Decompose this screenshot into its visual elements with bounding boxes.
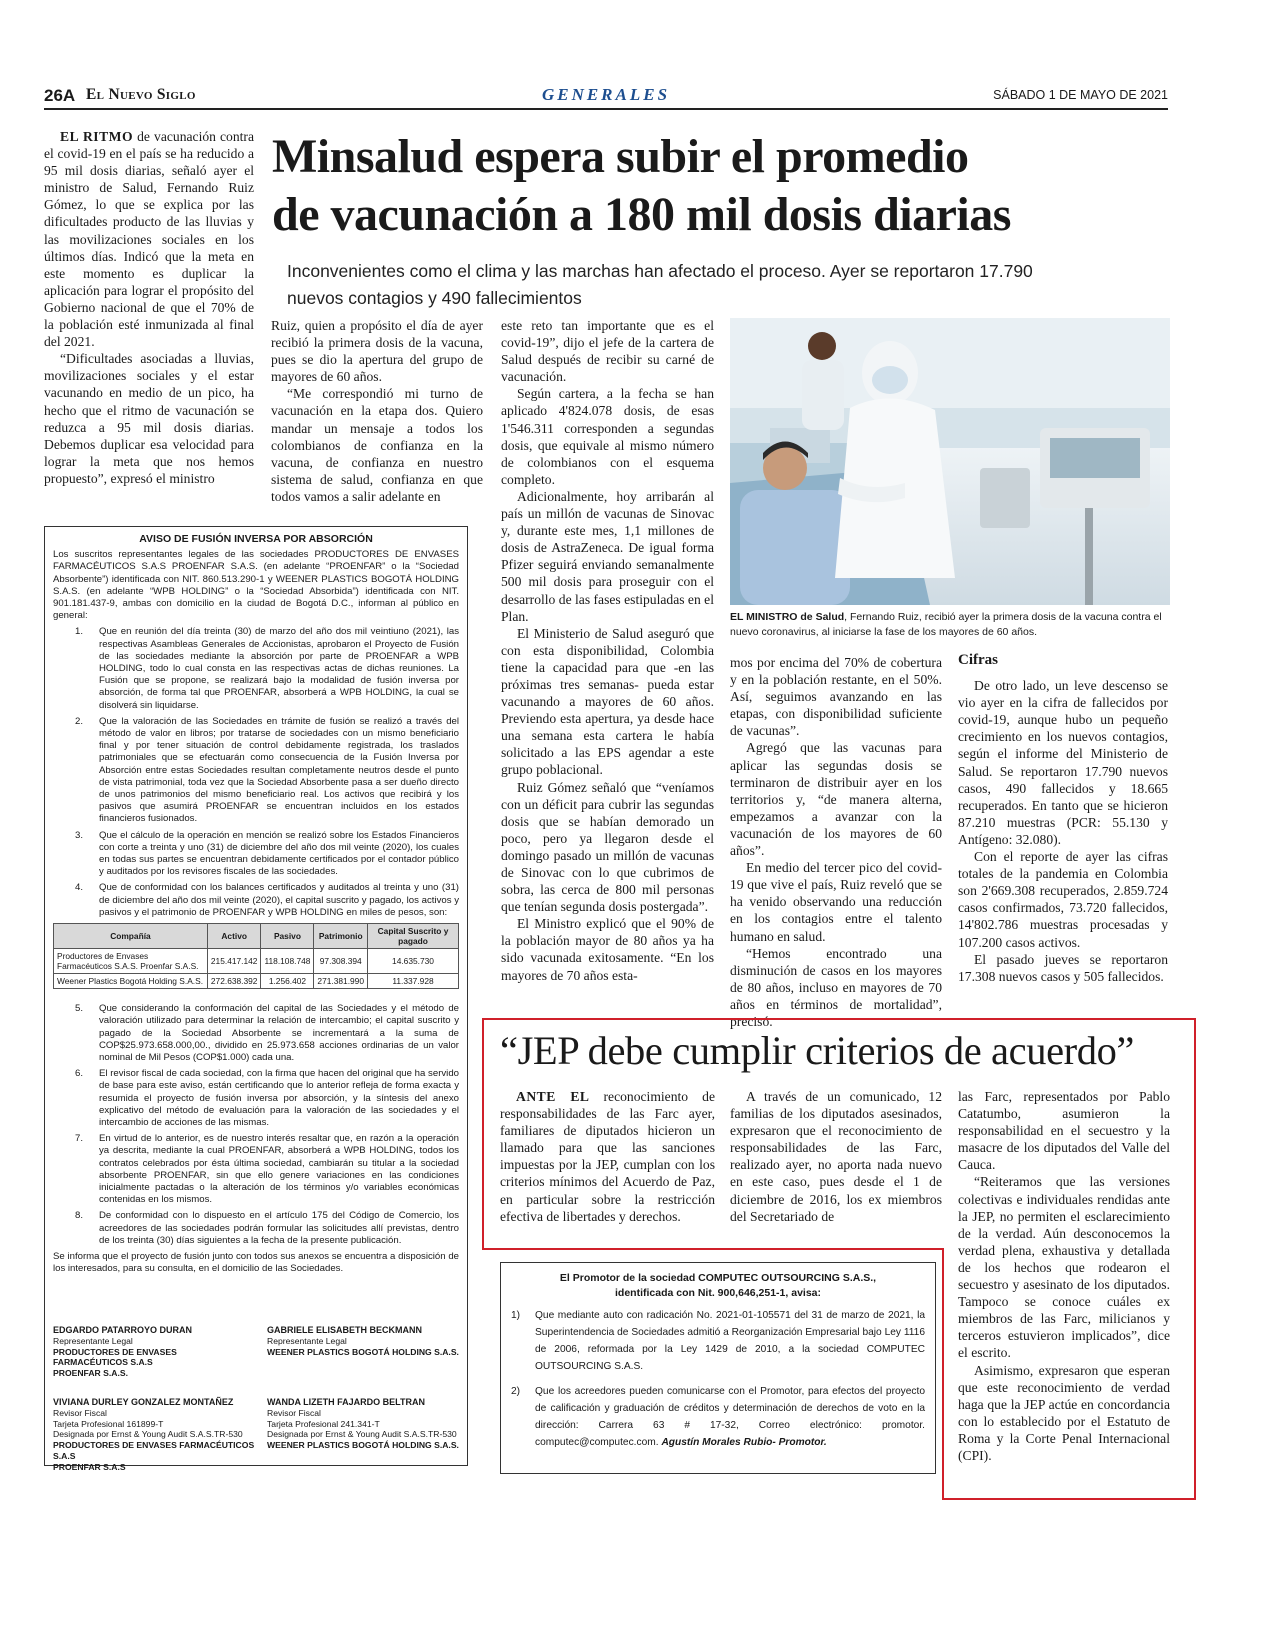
article-paragraph: En medio del tercer pico del covid-19 que vive el país, Ruiz reveló que se ha venido observando una reducción en los contagios entre el talento humano en salud. (730, 860, 942, 944)
table-row (54, 949, 459, 974)
headline-line-1: Minsalud espera subir el promedio (272, 130, 969, 183)
signature-block: GABRIELE ELISABETH BECKMANN Representante Legal WEENER PLASTICS BOGOTÁ HOLDING S.A.S. (267, 1325, 459, 1357)
subheadline-line-2: nuevos contagios y 490 fallecimientos (287, 288, 582, 308)
merger-item: 7. En virtud de lo anterior, es de nuestro interés resaltar que, en razón a la operación ya descrita, mediante la cual PROENFAR, absorberá a WPB HOLDING, todos los contratos celebrados por ésta última sociedad, cambiarán su titular a la sociedad absorbente PROENFAR, sin que ello genere variaciones en las condiciones inicialmente pactadas o la alteración de los términos y/o variables económicas contenidas en los mismos. (75, 1133, 459, 1206)
table-cell: Productores de Envases Farmacéuticos S.A.S. Proenfar S.A.S. (54, 949, 208, 974)
article-paragraph: De otro lado, un leve descenso se vio ayer en la cifra de fallecidos por covid-19, aunque hubo un pequeño crecimiento en los nuevos contagios, según el informe del Ministerio de Salud. Se reportaron 17.790 nuevos casos, 490 fallecidos y 18.665 recuperados. En tanto que se hicieron 87.210 muestras (PCR: 55.130 y Antígeno: 32.080). (958, 678, 1168, 847)
table-cell: 215.417.142 (207, 949, 261, 974)
article-paragraph: ANTE EL reconocimiento de responsabilidades de las Farc ayer, familiares de diputados hicieron un llamado para que las sanciones impuestas por la JEP, cumplan con los criterios mínimos del Acuerdo de Paz, en particular sobre la restricción efectiva de libertades y derechos. (500, 1089, 715, 1224)
article-column-2 (271, 317, 483, 505)
article-paragraph: Según cartera, a la fecha se han aplicado 4'824.078 dosis, de esas 1'546.311 corresponden a segundas dosis, que equivale al mismo número de colombianos con el esquema completo. (501, 386, 714, 487)
merger-notice-title: AVISO DE FUSIÓN INVERSA POR ABSORCIÓN (139, 533, 373, 545)
table-cell: 11.337.928 (368, 974, 459, 989)
article-paragraph: Adicionalmente, hoy arribarán al país un millón de vacunas de Sinovac y, durante este mes, 1,1 millones de dosis de AstraZeneca. De igual forma Pfizer seguirá enviando semanalmente 500 mil dosis para proseguir con el desarrollo de las fases estipuladas en el Plan. (501, 488, 714, 624)
merger-item: 3. Que el cálculo de la operación en mención se realizó sobre los Estados Financieros con corte a treinta y uno (31) de diciembre del año dos mil veinte (2020), los cuales en todas sus partes se encuentran debidamente certificados por el contador público y auditados por los revisores fiscales de las sociedades. (75, 829, 459, 878)
table-header-row (54, 924, 459, 949)
article-paragraph: “Reiteramos que las versiones colectivas e individuales rendidas ante la JEP, no permiten el esclarecimiento de la verdad. Aún desconocemos la verdad plena, exhaustiva y detallada de los hechos que rodearon el secuestro y asesinato de los diputados. Tampoco se conoce cuáles ex miembros de las Farc, milicianos y terceros estuvieron implicados”, dice el escrito. (958, 1174, 1170, 1361)
table-header: Activo (207, 924, 261, 949)
article-paragraph: “Hemos encontrado una disminución de casos en los mayores de 80 años, incluso en mayores de 70 años en términos de mortalidad”, precisó. (730, 945, 942, 1029)
subheadline (287, 258, 1167, 312)
photo-illustration (730, 318, 1170, 605)
table-cell: 118.108.748 (261, 949, 314, 974)
article-paragraph: Agregó que las vacunas para aplicar las segundas dosis se terminaron de distribuir ayer en los territorios y, “de manera alterna, empezamos a avanzar con la vacunación de los mayores de 60 años”. (730, 740, 942, 859)
merger-notice (44, 526, 468, 1472)
cifras-subheading: Cifras (958, 652, 998, 668)
article-column-1 (44, 128, 254, 487)
merger-item: 5. Que considerando la conformación del capital de las Sociedades y el método de valoración utilizado para determinar la relación de intercambio; el capital suscrito y pagado de la Sociedad Absorbente se incrementará a la suma de COP$25.973.658.000,00., dividido en 25.973.658 acciones ordinarias de un valor nominal de Mil Pesos (COP$1.000) cada una. (75, 1003, 459, 1063)
table-header: Patrimonio (314, 924, 368, 949)
table-cell: 272.638.392 (207, 974, 261, 989)
article-column-3 (501, 317, 714, 984)
article-paragraph: “Dificultades asociadas a lluvias, movilizaciones sociales y el estar vacunando en medio de un pico, ha hecho que el ritmo de vacunación se reduzca a 95 mil dosis diarias. Debemos duplicar esa velocidad para lograr la meta que nos hemos propuesto”, expresó el ministro (44, 351, 254, 486)
merger-item: 6. El revisor fiscal de cada sociedad, con la firma que hacen del original que ha servido de base para este aviso, están certificando que lo anterior refleja de forma exacta y resumida el proyecto de fusión inversa por absorción, y la síntesis del anexo explicativo del método de evaluación para la valoración de las sociedades y el intercambio de acciones de las mismas. (75, 1068, 459, 1128)
table-header: Capital Suscrito y pagado (368, 924, 459, 949)
merger-notice-intro: Los suscritos representantes legales de las sociedades PRODUCTORES DE ENVASES FARMACÉUTICOS S.A.S PROENFAR S.A.S. (en adelante “PROENFAR” o la “Sociedad Absorbente”) identificada con NIT. 860.513.290-1 y WEENER PLASTICS BOGOTÁ HOLDING S.A.S. (en adelante “WPB HOLDING” o la “Sociedad Absorbida”) identificada con NIT. 901.181.437-9, ambas con domicilio en la ciudad de Bogotá D.C., informan al público en general: (53, 549, 459, 622)
article-column-4 (730, 654, 942, 1030)
table-cell: Weener Plastics Bogotá Holding S.A.S. (54, 974, 208, 989)
merger-notice-items-continued (53, 1003, 459, 1247)
article-paragraph: Con el reporte de ayer las cifras totales de la pandemia en Colombia son 2'669.308 recuperados, 2.859.724 casos confirmados, 73.720 fallecidos, 14'802.786 muestras procesadas y 107.200 casos activos. (958, 849, 1168, 950)
merger-notice-closing: Se informa que el proyecto de fusión junto con todos sus anexos se encuentra a disposición de los interesados, para su consulta, en el domicilio de las Sociedades. (53, 1250, 459, 1275)
article-paragraph: Ruiz Gómez señaló que “veníamos con un déficit para cubrir las segundas dosis que se habían demorado un poco, pero ya llegaron desde el domingo pasado un millón de vacunas de Sinovac con lo que cubrimos de sobra, las cerca de 800 mil personas que tenían segunda dosis postergada”. (501, 779, 714, 915)
article-paragraph: EL RITMO de vacunación contra el covid-19 en el país se ha reducido a 95 mil dosis diarias, señaló ayer el ministro de Salud, Fernando Ruiz Gómez, lo que se explica por las dificultades producto de las lluvias y las movilizaciones sociales en los últimos días. Indicó que la meta en este momento es duplicar la aplicación para lograr el propósito del Gobierno nacional de que el 70% de la población esté inmunizada al final del 2021. (44, 129, 254, 350)
signature-block: EDGARDO PATARROYO DURAN Representante Legal PRODUCTORES DE ENVASES FARMACÉUTICOS S.A.S PROENFAR S.A.S. (53, 1325, 192, 1379)
article-paragraph: este reto tan importante que es el covid-19”, dijo el jefe de la cartera de Salud después de recibir su carné de vacunación. (501, 318, 714, 385)
table-cell: 1.256.402 (261, 974, 314, 989)
page-number: 26A (44, 86, 76, 105)
headline (272, 128, 1172, 244)
computec-item: 2) Que los acreedores pueden comunicarse con el Promotor, para efectos del proyecto de calificación y graduación de créditos y determinación de derechos de voto en la dirección: Carrera 63 # 17-32, Correo electrónico: promotor. computec@computec.com. Agustín Morales Rubio- Promotor. (511, 1386, 925, 1448)
article-paragraph: El Ministro explicó que el 90% de la población mayor de 80 años ya ha sido vacunada exitosamente. “En los mayores de 70 años esta- (501, 916, 714, 983)
article-paragraph: las Farc, representados por Pablo Catatumbo, asumieron la responsabilidad en el secuestro y la masacre de los diputados del Valle del Cauca. (958, 1089, 1170, 1173)
signature-block: VIVIANA DURLEY GONZALEZ MONTAÑEZ Revisor Fiscal Tarjeta Profesional 161899-T Designada por Ernst & Young Audit S.A.S.TR-530 PRODUCTORES DE ENVASES FARMACÉUTICOS S.A.S PROENFAR S.A.S (53, 1397, 255, 1472)
article-paragraph: El pasado jueves se reportaron 17.308 nuevos casos y 505 fallecidos. (958, 951, 1168, 984)
article-paragraph: Ruiz, quien a propósito el día de ayer recibió la primera dosis de la vacuna, pues se dio la apertura del grupo de mayores de 60 años. (271, 318, 483, 385)
table-header: Compañía (54, 924, 208, 949)
page-header (44, 86, 1168, 110)
jep-column-3 (958, 1088, 1170, 1464)
page-date: SÁBADO 1 DE MAYO DE 2021 (993, 88, 1168, 102)
cifras-column (958, 652, 1168, 985)
computec-title: El Promotor de la sociedad COMPUTEC OUTSOURCING S.A.S., identificada con Nit. 900,646,251-1, avisa: (559, 1272, 877, 1299)
financial-table (53, 923, 459, 989)
article-paragraph: A través de un comunicado, 12 familias de los diputados asesinados, expresaron que el reconocimiento de responsabilidades de las Farc, realizado ayer, no aporta nada nuevo en este caso, pues desde el 1 de diciembre de 2016, los ex miembros del Secretariado de (730, 1089, 942, 1224)
subheadline-line-1: Inconvenientes como el clima y las marchas han afectado el proceso. Ayer se reportaron 17.790 (287, 261, 1033, 281)
table-cell: 14.635.730 (368, 949, 459, 974)
merger-item: 2. Que la valoración de las Sociedades en trámite de fusión se realizó a través del método de valor en libros; por tratarse de sociedades con un mismo beneficiario final y por tener situación de control debidamente registrada, los traslados patrimoniales que se efectuarán como consecuencia de la Fusión Inversa por Absorción entre estas Sociedades resultan completamente neutros desde el punto de vista patrimonial, toda vez que la Sociedad Absorbente pasa a ser dueño directo de unos patrimonios del mismo beneficiario real. Los activos que recibirá y los pasivos que asumirá PROENFAR se encuentran incluidos en los estados financieros fusionados. (75, 715, 459, 825)
article-paragraph: mos por encima del 70% de cobertura y en la población restante, en el 50%. Así, seguimos avanzando en las etapas, con disponibilidad suficiente de vacunas”. (730, 655, 942, 739)
headline-line-2: de vacunación a 180 mil dosis diarias (272, 188, 1011, 241)
signature-block: WANDA LIZETH FAJARDO BELTRAN Revisor Fiscal Tarjeta Profesional 241.341-T Designada por Ernst & Young Audit S.A.S.TR-530 WEENER PLASTICS BOGOTÁ HOLDING S.A.S. (267, 1397, 459, 1451)
minister-vaccination-photo (730, 318, 1170, 605)
header-rule (44, 108, 1168, 110)
table-cell: 97.308.394 (314, 949, 368, 974)
photo-caption: EL MINISTRO de Salud, Fernando Ruiz, recibió ayer la primera dosis de la vacuna contra el nuevo coronavirus, al iniciarse la fase de los mayores de 60 años. (730, 611, 1162, 638)
computec-notice (500, 1262, 936, 1474)
article-paragraph: El Ministerio de Salud aseguró que con esta disponibilidad, Colombia tiene la capacidad para que -en las próximas tres semanas- pueda estar vacunando a mayores de 60 años. Previendo esta apertura, ya desde hace una semana esta cartera le había solicitado a las EPS agendar a este grupo poblacional. (501, 625, 714, 778)
computec-item: 1) Que mediante auto con radicación No. 2021-01-105571 del 31 de marzo de 2021, la Superintendencia de Sociedades admitió a Reorganización Empresarial bajo Ley 1116 de 2006, reformada por la Ley 1429 de 2010, a la sociedad COMPUTEC OUTSOURCING S.A.S. (511, 1310, 925, 1372)
jep-column-1 (500, 1088, 715, 1225)
article-paragraph: Asimismo, expresaron que esperan que este reconocimiento de verdad haga que la JEP actúe en concordancia con lo establecido por el Estatuto de Roma y la Corte Penal Internacional (CPI). (958, 1362, 1170, 1463)
merger-item: 8. De conformidad con lo dispuesto en el artículo 175 del Código de Comercio, los acreedores de las sociedades podrán formular las solicitudes allí previstas, dentro de los treinta (30) días siguientes a la fecha de la presente publicación. (75, 1210, 459, 1246)
article-paragraph: “Me correspondió mi turno de vacunación en la etapa dos. Quiero mandar un mensaje a todos los colombianos de confianza en la vacuna, de confianza en nuestro sistema de salud, confianza en que todos vamos a salir adelante en (271, 386, 483, 504)
merger-item: 1. Que en reunión del día treinta (30) de marzo del año dos mil veintiuno (2021), las respectivas Asambleas Generales de Accionistas, aprobaron el Proyecto de Fusión de las sociedades mediante la absorción por parte de PROENFAR a WPB HOLDING, todo lo cual consta en las respectivas actas de dichas reuniones. La Fusión que se propone, se realizará bajo la modalidad de fusión inversa por absorción, de forma tal que PROENFAR, absorberá a WPB HOLDING, la cual se disolverá sin liquidarse. (75, 626, 459, 711)
table-cell: 271.381.990 (314, 974, 368, 989)
merger-item: 4. Que de conformidad con los balances certificados y auditados al treinta y uno (31) de diciembre del año dos mil veinte (2020), el capital suscrito y pagado, los activos y pasivos y el patrimonio de PROENFAR y WPB HOLDING en miles de pesos, son: (75, 882, 459, 918)
jep-column-2 (730, 1088, 942, 1225)
jep-headline: “JEP debe cumplir criterios de acuerdo” (500, 1028, 1135, 1073)
table-row (54, 974, 459, 989)
newspaper-name: El Nuevo Siglo (86, 86, 196, 103)
merger-notice-items (53, 626, 459, 919)
jep-highlight-box-left-bottom (482, 1248, 944, 1250)
computec-signature: Agustín Morales Rubio- Promotor. (661, 1437, 827, 1448)
table-header: Pasivo (261, 924, 314, 949)
section-name: GENERALES (541, 85, 671, 104)
